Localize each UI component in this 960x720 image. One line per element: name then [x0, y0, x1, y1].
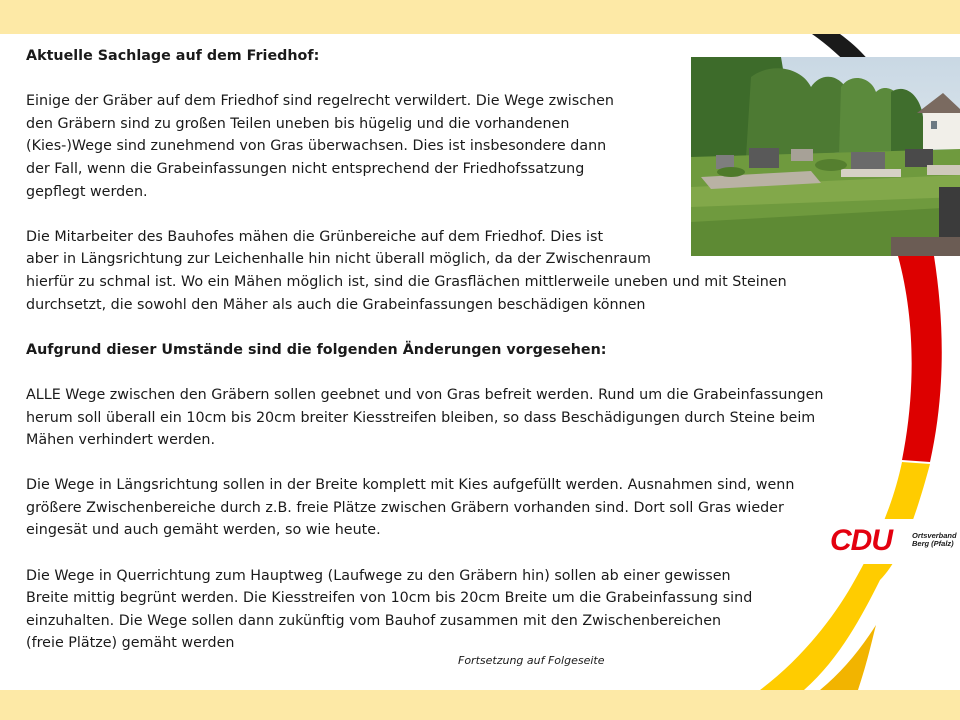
text-line: durchsetzt, die sowohl den Mäher als auch die Grabeinfassungen beschädigen können [26, 296, 646, 313]
text-line: hierfür zu schmal ist. Wo ein Mähen möglich ist, sind die Grasflächen mittlerweile uneben und mit Steinen [26, 273, 787, 290]
paragraph-transverse [26, 565, 823, 655]
text-line: Die Wege in Längsrichtung sollen in der Breite komplett mit Kies aufgefüllt werden. Ausnahmen sind, wenn [26, 477, 795, 494]
paragraph-longitudinal [26, 474, 823, 542]
text-line: gepflegt werden. [26, 183, 148, 200]
swoosh-red [898, 256, 942, 462]
text-line: (freie Plätze) gemäht werden [26, 635, 235, 652]
section-heading: Aktuelle Sachlage auf dem Friedhof: [26, 48, 320, 64]
text-line: (Kies-)Wege sind zunehmend von Gras überwachsen. Dies ist insbesondere dann [26, 138, 607, 155]
continuation-note: Fortsetzung auf Folgeseite [458, 654, 605, 667]
logo-subline-1: Ortsverband [912, 531, 957, 540]
text-line: ALLE Wege zwischen den Gräbern sollen geebnet und von Gras befreit werden. Rund um die Grabeinfassungen [26, 386, 824, 403]
cdu-logo-text: CDU [830, 524, 892, 557]
paragraph-condition [26, 90, 823, 203]
text-line: Die Wege in Querrichtung zum Hauptweg (Laufwege zu den Gräbern hin) sollen ab einer gewissen [26, 567, 731, 584]
text-line: aber in Längsrichtung zur Leichenhalle hin nicht überall möglich, da der Zwischenraum [26, 251, 651, 268]
text-line: herum soll überall ein 10cm bis 20cm breiter Kiesstreifen bleiben, so dass Beschädigungen durch Steine beim [26, 409, 816, 426]
cdu-logo-subline [912, 532, 957, 548]
text-line: größere Zwischenbereiche durch z.B. freie Plätze zwischen Gräbern vorhanden sind. Dort soll Gras wieder [26, 499, 784, 516]
text-line: einzuhalten. Die Wege sollen dann zukünftig vom Bauhof zusammen mit den Zwischenbereichen [26, 612, 722, 629]
paragraph-all-paths [26, 384, 823, 452]
logo-subline-2: Berg (Pfalz) [912, 539, 954, 548]
text-line: Breite mittig begrünt werden. Die Kiesstreifen von 10cm bis 20cm Breite um die Grabeinfassung sind [26, 590, 753, 607]
text-line: der Fall, wenn die Grabeinfassungen nicht entsprechend der Friedhofssatzung [26, 160, 585, 177]
text-line: Mähen verhindert werden. [26, 432, 216, 449]
text-line: eingesät und auch gemäht werden, so wie heute. [26, 522, 381, 539]
cdu-logo [826, 519, 960, 564]
paragraph-mowing [26, 226, 823, 316]
slide-text [26, 45, 823, 655]
text-line: den Gräbern sind zu großen Teilen uneben bis hügelig und die vorhandenen [26, 115, 570, 132]
section-subheading: Aufgrund dieser Umstände sind die folgenden Änderungen vorgesehen: [26, 341, 607, 358]
text-line: Einige der Gräber auf dem Friedhof sind regelrecht verwildert. Die Wege zwischen [26, 93, 614, 110]
text-line: Die Mitarbeiter des Bauhofes mähen die Grünbereiche auf dem Friedhof. Dies ist [26, 228, 604, 245]
